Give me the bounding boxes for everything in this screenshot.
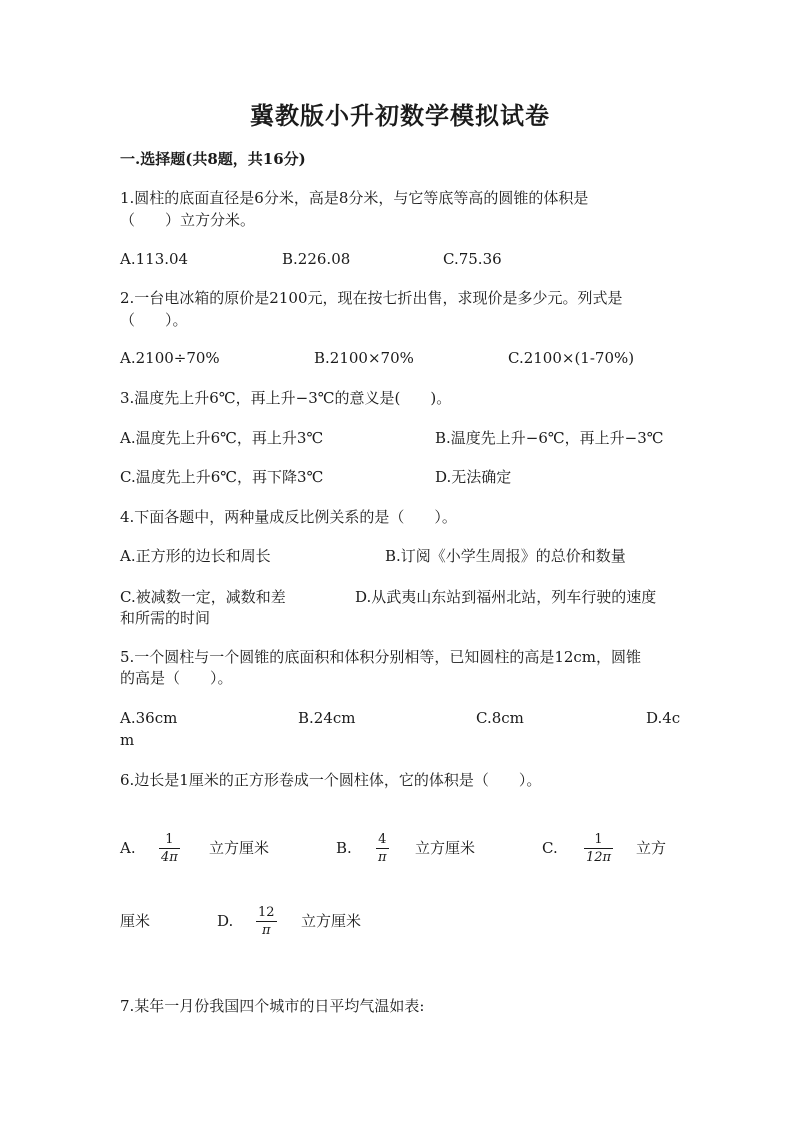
q6-option-a-unit: 立方厘米 [209,839,270,857]
q6-option-c-unit: 立方 [636,839,667,857]
q4-option-d-line1: D.从武夷山东站到福州北站，列车行驶的速度 [355,588,657,606]
fraction-bar [584,848,613,849]
q6-option-a-numerator: 1 [165,832,174,847]
q6-option-d-unit: 立方厘米 [301,912,362,930]
q1-text-line1: 1.圆柱的底面直径是6分米，高是8分米，与它等底等高的圆锥的体积是 [120,189,589,207]
q3-option-d: D.无法确定 [435,468,512,486]
q1-option-b: B.226.08 [282,250,351,268]
q6-option-d-fraction [256,905,277,938]
q1-text-line2: （ ）立方分米。 [120,211,256,229]
fraction-bar [159,848,180,849]
q3-text: 3.温度先上升6℃，再上升−3℃的意义是( )。 [120,389,452,407]
q4-option-a: A.正方形的边长和周长 [120,547,271,565]
q6-option-a-fraction [159,832,180,865]
fraction-bar [256,921,277,922]
q2-text-line1: 2.一台电冰箱的原价是2100元，现在按七折出售，求现价是多少元。列式是 [120,289,623,307]
section-heading: 一.选择题(共8题，共16分) [120,150,306,168]
q6-option-d-label: D. [217,912,234,930]
q6-option-b-label: B. [336,839,352,857]
q2-option-a: A.2100÷70% [120,349,220,367]
q5-option-d-line2: m [120,731,135,749]
q6-option-c-unit-line2: 厘米 [120,912,151,930]
q6-option-b-fraction [376,832,389,865]
q4-text: 4.下面各题中，两种量成反比例关系的是（ ）。 [120,508,457,526]
fraction-bar [376,848,389,849]
q3-option-b: B.温度先上升−6℃，再上升−3℃ [435,429,664,447]
q6-option-b-denominator: π [378,850,387,865]
q2-option-b: B.2100×70% [314,349,414,367]
q6-option-c-denominator: 12π [586,850,612,865]
q6-option-a-denominator: 4π [161,850,178,865]
q6-option-c-numerator: 1 [594,832,603,847]
q4-option-c: C.被减数一定，减数和差 [120,588,286,606]
q6-text: 6.边长是1厘米的正方形卷成一个圆柱体，它的体积是（ ）。 [120,771,542,789]
q5-option-b: B.24cm [298,709,356,727]
q6-option-c-label: C. [542,839,558,857]
q1-option-c: C.75.36 [443,250,502,268]
q6-option-d-numerator: 12 [258,905,275,920]
q1-option-a: A.113.04 [120,250,189,268]
q5-option-c: C.8cm [476,709,524,727]
q7-text: 7.某年一月份我国四个城市的日平均气温如表: [120,997,425,1015]
q5-text-line2: 的高是（ ）。 [120,669,233,687]
q4-option-d-line2: 和所需的时间 [120,609,211,627]
q6-option-c-fraction [584,832,613,865]
q6-option-b-numerator: 4 [378,832,387,847]
q2-text-line2: （ ）。 [120,311,188,329]
q3-option-c: C.温度先上升6℃，再下降3℃ [120,468,324,486]
q2-option-c: C.2100×(1-70%) [508,349,635,367]
q4-option-b: B.订阅《小学生周报》的总价和数量 [385,547,626,565]
q6-option-a-label: A. [120,839,136,857]
q5-text-line1: 5.一个圆柱与一个圆锥的底面积和体积分别相等，已知圆柱的高是12cm，圆锥 [120,648,642,666]
q5-option-a: A.36cm [120,709,178,727]
q3-option-a: A.温度先上升6℃，再上升3℃ [120,429,324,447]
q5-option-d-line1: D.4c [646,709,681,727]
q6-option-d-denominator: π [262,923,271,938]
page-title: 冀教版小升初数学模拟试卷 [250,101,550,130]
q6-option-b-unit: 立方厘米 [415,839,476,857]
